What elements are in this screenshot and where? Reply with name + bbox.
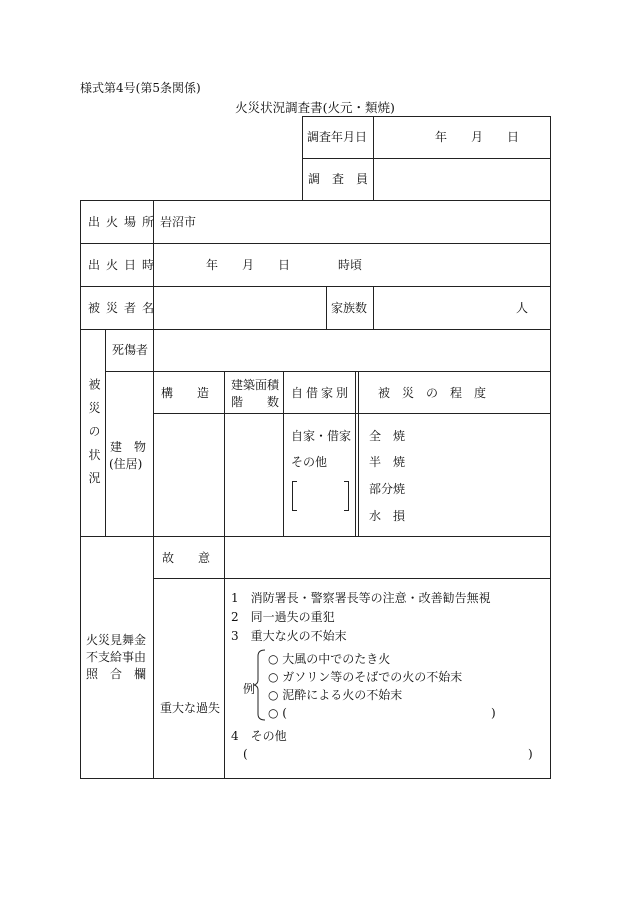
col-area-label: 建築面積 xyxy=(231,378,280,392)
damage-option-partial[interactable]: 部分焼 xyxy=(369,482,406,496)
payment-label-line2: 不支給事由 xyxy=(86,650,147,664)
casualty-label: 死傷者 xyxy=(112,343,149,357)
survey-date-value[interactable]: 年 月 日 xyxy=(435,130,520,144)
building-label: 建 物 xyxy=(110,440,147,454)
form-number-label: 様式第4号(第5条関係) xyxy=(80,81,201,95)
intentional-label: 故 意 xyxy=(162,551,211,565)
example-3[interactable]: ○ 泥酔による火の不始末 xyxy=(268,688,403,702)
damage-section-label: 被災の状況 xyxy=(87,378,101,495)
example-4[interactable]: ○ ( xyxy=(268,706,287,720)
survey-date-label: 調査年月日 xyxy=(307,130,368,144)
damage-option-water[interactable]: 水 損 xyxy=(369,509,406,523)
example-1[interactable]: ○ 大風の中でのたき火 xyxy=(268,652,391,666)
investigator-label: 調 査 員 xyxy=(308,172,369,186)
family-count-unit: 人 xyxy=(516,301,529,315)
damage-option-total[interactable]: 全 焼 xyxy=(369,429,406,443)
negligence-item-1[interactable]: 1 消防署長・警察署長等の注意・改善勧告無視 xyxy=(231,591,491,605)
fire-location-value[interactable]: 岩沼市 xyxy=(160,215,197,229)
victim-name-label: 被災者名 xyxy=(88,301,161,315)
other-field[interactable] xyxy=(252,745,528,763)
example-4-close: ) xyxy=(491,706,496,720)
col-floors-label: 階 数 xyxy=(231,395,280,409)
family-count-label: 家族数 xyxy=(331,301,368,315)
col-ownership-label: 自借家別 xyxy=(291,386,352,400)
damage-option-half[interactable]: 半 焼 xyxy=(369,455,406,469)
negligence-item-4[interactable]: 4 その他 xyxy=(231,729,287,743)
col-structure-label: 構 造 xyxy=(161,386,210,400)
negligence-item-3[interactable]: 3 重大な火の不始末 xyxy=(231,629,347,643)
fire-location-label: 出火場所 xyxy=(88,215,161,229)
residence-label: (住居) xyxy=(109,457,143,471)
ownership-option-own-rent[interactable]: 自家・借家 xyxy=(291,429,352,443)
example-2[interactable]: ○ ガソリン等のそばでの火の不始末 xyxy=(268,670,463,684)
fire-datetime-label: 出火日時 xyxy=(88,258,161,272)
fire-datetime-value[interactable]: 年 月 日 時頃 xyxy=(206,258,363,272)
payment-label-line1: 火災見舞金 xyxy=(86,633,147,647)
form-title: 火災状況調査書(火元・類焼) xyxy=(235,100,395,115)
other-open-paren: ( xyxy=(243,747,248,761)
gross-negligence-label: 重大な過失 xyxy=(160,701,221,715)
negligence-item-2[interactable]: 2 同一過失の重犯 xyxy=(231,610,335,624)
other-close-paren: ) xyxy=(528,747,533,761)
payment-label-line3: 照 合 欄 xyxy=(86,667,147,681)
col-damage-degree-label: 被 災 の 程 度 xyxy=(378,386,487,400)
ownership-option-other[interactable]: その他 xyxy=(291,455,328,469)
example-label: 例 xyxy=(243,682,256,696)
